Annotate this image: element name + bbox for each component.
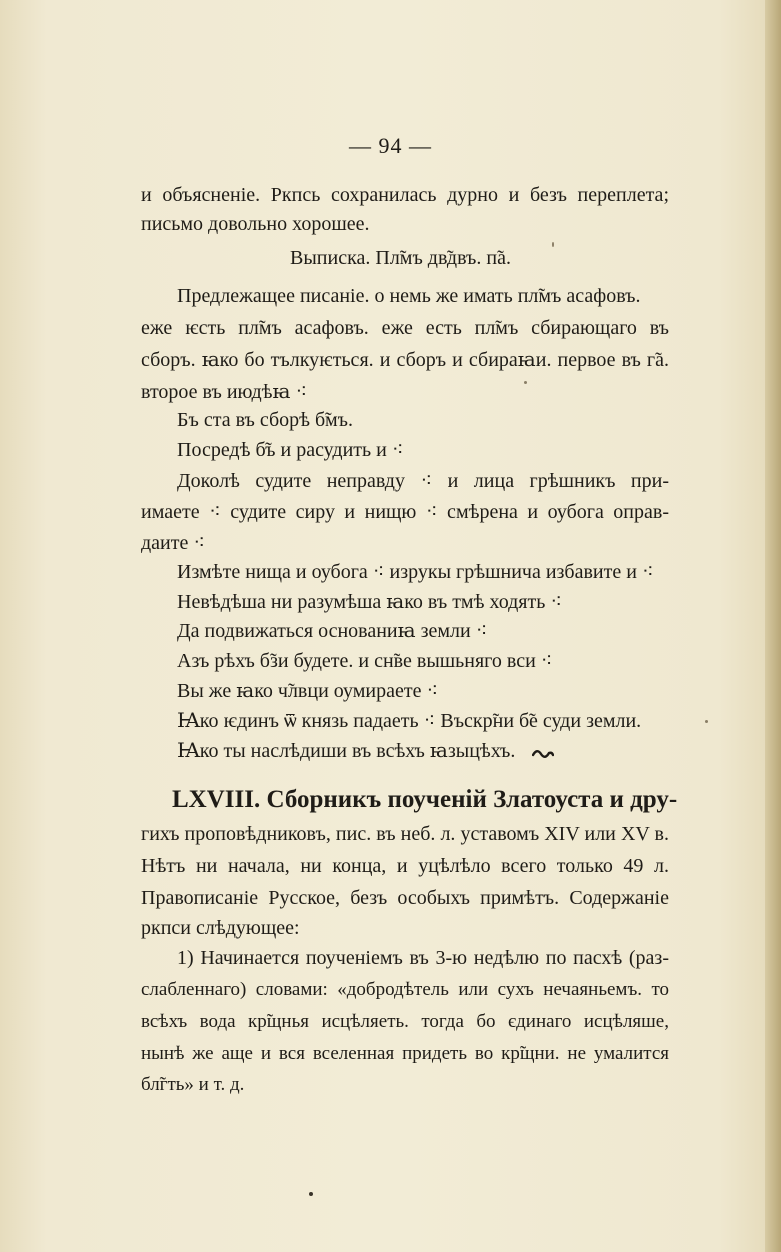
text-line: Невѣдѣша ни разумѣша ꙗко въ тмѣ ходять ⁖	[177, 591, 563, 613]
text-line: Вы же ꙗко ч̃лвци оумираете ⁖	[177, 680, 439, 702]
section-heading: LXVIII. Сборникъ поученій Златоуста и дру-	[172, 786, 678, 813]
text-line: гихъ проповѣдниковъ, пис. въ неб. л. уставомъ XIV или XV в.	[141, 823, 669, 845]
text-line: Предлежащее писаніе. о немь же имать пл̃мъ асафовъ.	[177, 285, 641, 307]
page-number: — 94 —	[349, 133, 432, 158]
text-line: второе въ июдѣꙗ ⁖	[141, 381, 308, 403]
page-speck	[552, 242, 554, 247]
text-line: еже ѥсть пл̃мъ асафовъ. еже есть пл̃мъ сбирающаго въ	[141, 317, 669, 339]
end-ornament-icon	[532, 746, 554, 760]
text-line: Правописаніе Русское, безъ особыхъ примѣтъ. Содержаніе	[141, 887, 669, 909]
page-speck	[705, 720, 708, 723]
text-line: Бъ ста въ сборѣ б̃мъ.	[177, 409, 353, 431]
text-line: Азъ рѣхъ б̃зи будете. и сн̃ве вышьняго вси ⁖	[177, 650, 553, 672]
text-line: 1) Начинается поученіемъ въ 3-ю недѣлю по пасхѣ (раз-	[177, 947, 669, 969]
text-line: даите ⁖	[141, 532, 206, 554]
page-speck	[309, 1192, 313, 1196]
book-spine	[765, 0, 781, 1252]
text-line: слабленнаго) словами: «добродѣтель или сухъ нечаяньемъ. то	[141, 979, 669, 1000]
text-line: бл̃гть» и т. д.	[141, 1074, 245, 1095]
text-line: Измѣте нища и оубога ⁖ изрукы грѣшнича избавите и ⁖	[177, 561, 654, 583]
page-speck	[524, 381, 527, 384]
text-line: ркпси слѣдующее:	[141, 917, 300, 939]
text-line: Ꙗко ѥдинъ ѿ князь падаеть ⁖ Въскр̃ни б̃е суди земли.	[177, 710, 642, 732]
text-line: нынѣ же аще и вся вселенная придеть во кр̃щни. не умалится	[141, 1043, 669, 1064]
text-line: Посредѣ б̃ъ и расудить и ⁖	[177, 439, 404, 461]
text-line: Да подвижаться основаниꙗ земли ⁖	[177, 620, 488, 642]
text-line: имаете ⁖ судите сиру и нищю ⁖ смѣрена и оубога оправ-	[141, 501, 669, 523]
text-line: и объясненіе. Ркпсь сохранилась дурно и безъ переплета;	[141, 184, 669, 206]
excerpt-heading: Выписка. Пл̃мъ дв̃двъ. п̃а.	[290, 247, 511, 269]
text-line: Доколѣ судите неправду ⁖ и лица грѣшникъ при-	[177, 470, 669, 492]
text-line: всѣхъ вода кр̃щнья исцѣляеть. тогда бо єдинаго исцѣляше,	[141, 1011, 669, 1032]
text-line: письмо довольно хорошее.	[141, 213, 370, 235]
text-line: Ꙗко ты наслѣдиши въ всѣхъ ꙗзыцѣхъ.	[177, 740, 516, 762]
text-line: Нѣтъ ни начала, ни конца, и уцѣлѣло всего только 49 л.	[141, 855, 669, 877]
text-line: сборъ. ꙗко бо тълкуѥться. и сборъ и сбираꙗи. первое въ г̃а.	[141, 349, 669, 371]
